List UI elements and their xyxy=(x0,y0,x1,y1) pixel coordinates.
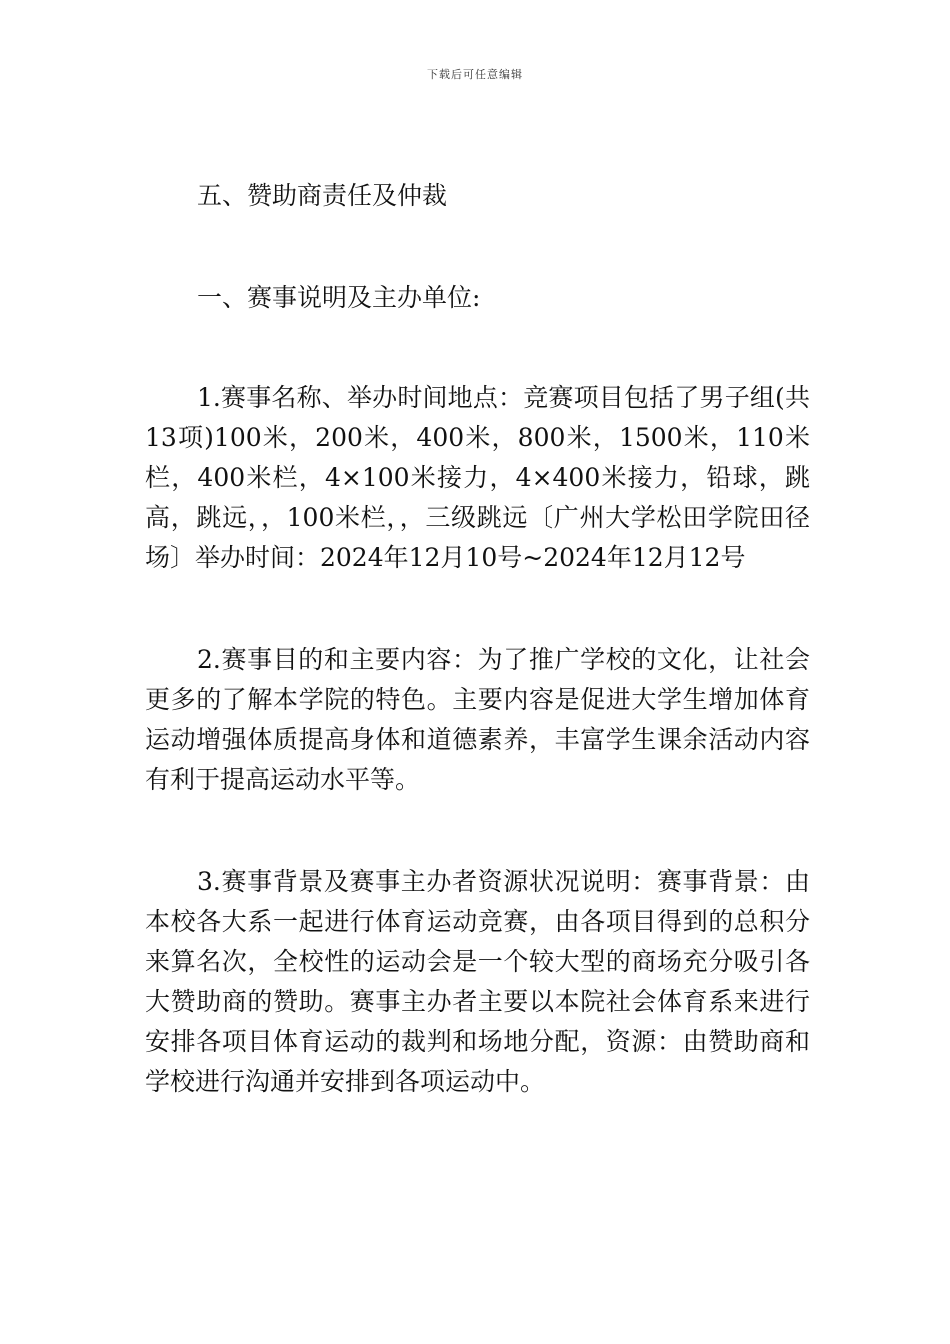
subsection-title: 一、赛事说明及主办单位: xyxy=(197,283,481,312)
section-title: 五、赞助商责任及仲裁 xyxy=(197,181,448,210)
paragraph-event-background: 3.赛事背景及赛事主办者资源状况说明：赛事背景：由本校各大系一起进行体育运动竞赛，由各项目得到的总积分来算名次，全校性的运动会是一个较大型的商场充分吸引各大赞助商的赞助。赛事主办者主要以本院社会体育系来进行安排各项目体育运动的裁判和场地分配，资源：由赞助商和学校进行沟通并安排到各项运动中。 xyxy=(145,867,810,1096)
document-body xyxy=(145,176,810,1164)
paragraph-event-name-time-place: 1.赛事名称、举办时间地点：竞赛项目包括了男子组(共13项)100米，200米，400米，800米，1500米，110米栏，400米栏，4×100米接力，4×400米接力，铅球，跳高，跳远，，100米栏，，三级跳远〔广州大学松田学院田径场〕举办时间：2024年12月10号~2024年12月12号 xyxy=(145,383,810,572)
header-note: 下载后可任意编辑 xyxy=(427,68,523,81)
paragraph-event-purpose: 2.赛事目的和主要内容：为了推广学校的文化，让社会更多的了解本学院的特色。主要内容是促进大学生增加体育运动增强体质提高身体和道德素养，丰富学生课余活动内容有利于提高运动水平等。 xyxy=(145,645,810,794)
